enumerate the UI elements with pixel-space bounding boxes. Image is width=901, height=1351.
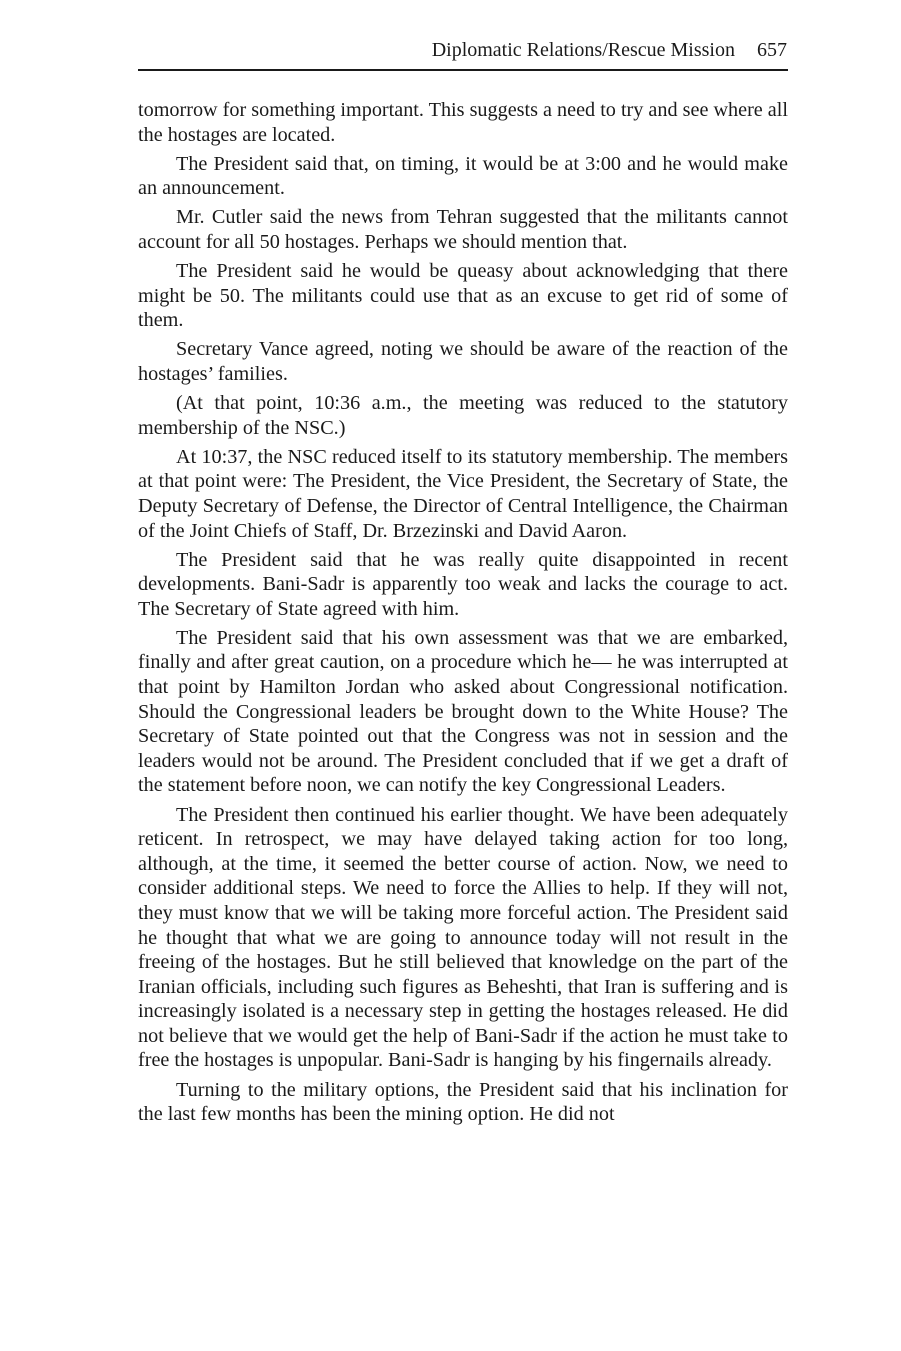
header-rule — [138, 69, 788, 71]
paragraph: Mr. Cutler said the news from Tehran suggested that the militants cannot account for all 50 hostages. Perhaps we should mention that. — [138, 206, 788, 253]
paragraph: The President said he would be queasy about acknowledging that there might be 50. The militants could use that as an excuse to get rid of some of them. — [138, 260, 788, 332]
paragraph: Secretary Vance agreed, noting we should be aware of the reaction of the hostages’ families. — [138, 338, 788, 385]
running-header — [138, 36, 788, 66]
paragraph: (At that point, 10:36 a.m., the meeting was reduced to the statutory membership of the NSC.) — [138, 392, 788, 439]
paragraph: Turning to the military options, the President said that his inclination for the last few months has been the mining option. He did not — [138, 1078, 788, 1126]
paragraph: At 10:37, the NSC reduced itself to its statutory membership. The members at that point were: The President, the Vice President, the Secretary of State, the Deputy Secretary of Defense, the Director of Central Intelligence, the Chairman of the Joint Chiefs of Staff, Dr. Brzezinski and David Aaron. — [138, 445, 788, 542]
running-header-title: Diplomatic Relations/Rescue Mission — [431, 39, 735, 61]
body-text — [138, 98, 788, 1127]
document-page — [138, 36, 788, 1131]
paragraph: The President said that his own assessment was that we are embarked, finally and after great caution, on a procedure which he— he was interrupted at that point by Hamilton Jordan who asked about Congressional notification. Should the Congressional leaders be brought down to the White House? The Secretary of State pointed out that the Congress was not in session and the leaders would not be around. The President concluded that if we get a draft of the statement before noon, we can notify the key Congressional Leaders. — [138, 626, 788, 797]
paragraph: The President said that, on timing, it would be at 3:00 and he would make an announcement. — [138, 152, 788, 200]
paragraph: tomorrow for something important. This suggests a need to try and see where all the hostages are located. — [138, 99, 788, 146]
paragraph: The President said that he was really quite disappointed in recent developments. Bani-Sadr is apparently too weak and lacks the courage to act. The Secretary of State agreed with him. — [138, 548, 788, 620]
paragraph: The President then continued his earlier thought. We have been adequately reticent. In retrospect, we may have delayed taking action for too long, although, at the time, it seemed the better course of action. Now, we need to consider additional steps. We need to force the Allies to help. If they will not, they must know that we will be taking more forceful action. The President said he thought that what we are going to announce today will not result in the freeing of the hostages. But he still believed that knowledge on the part of the Iranian officials, including such figures as Beheshti, that Iran is suffering and is increasingly isolated is a necessary step in getting the hostages released. He did not believe that we would get the help of Bani-Sadr if the action he must take to free the hostages is unpopular. Bani-Sadr is hanging by his fingernails already. — [138, 803, 788, 1072]
page-number: 657 — [757, 39, 787, 61]
